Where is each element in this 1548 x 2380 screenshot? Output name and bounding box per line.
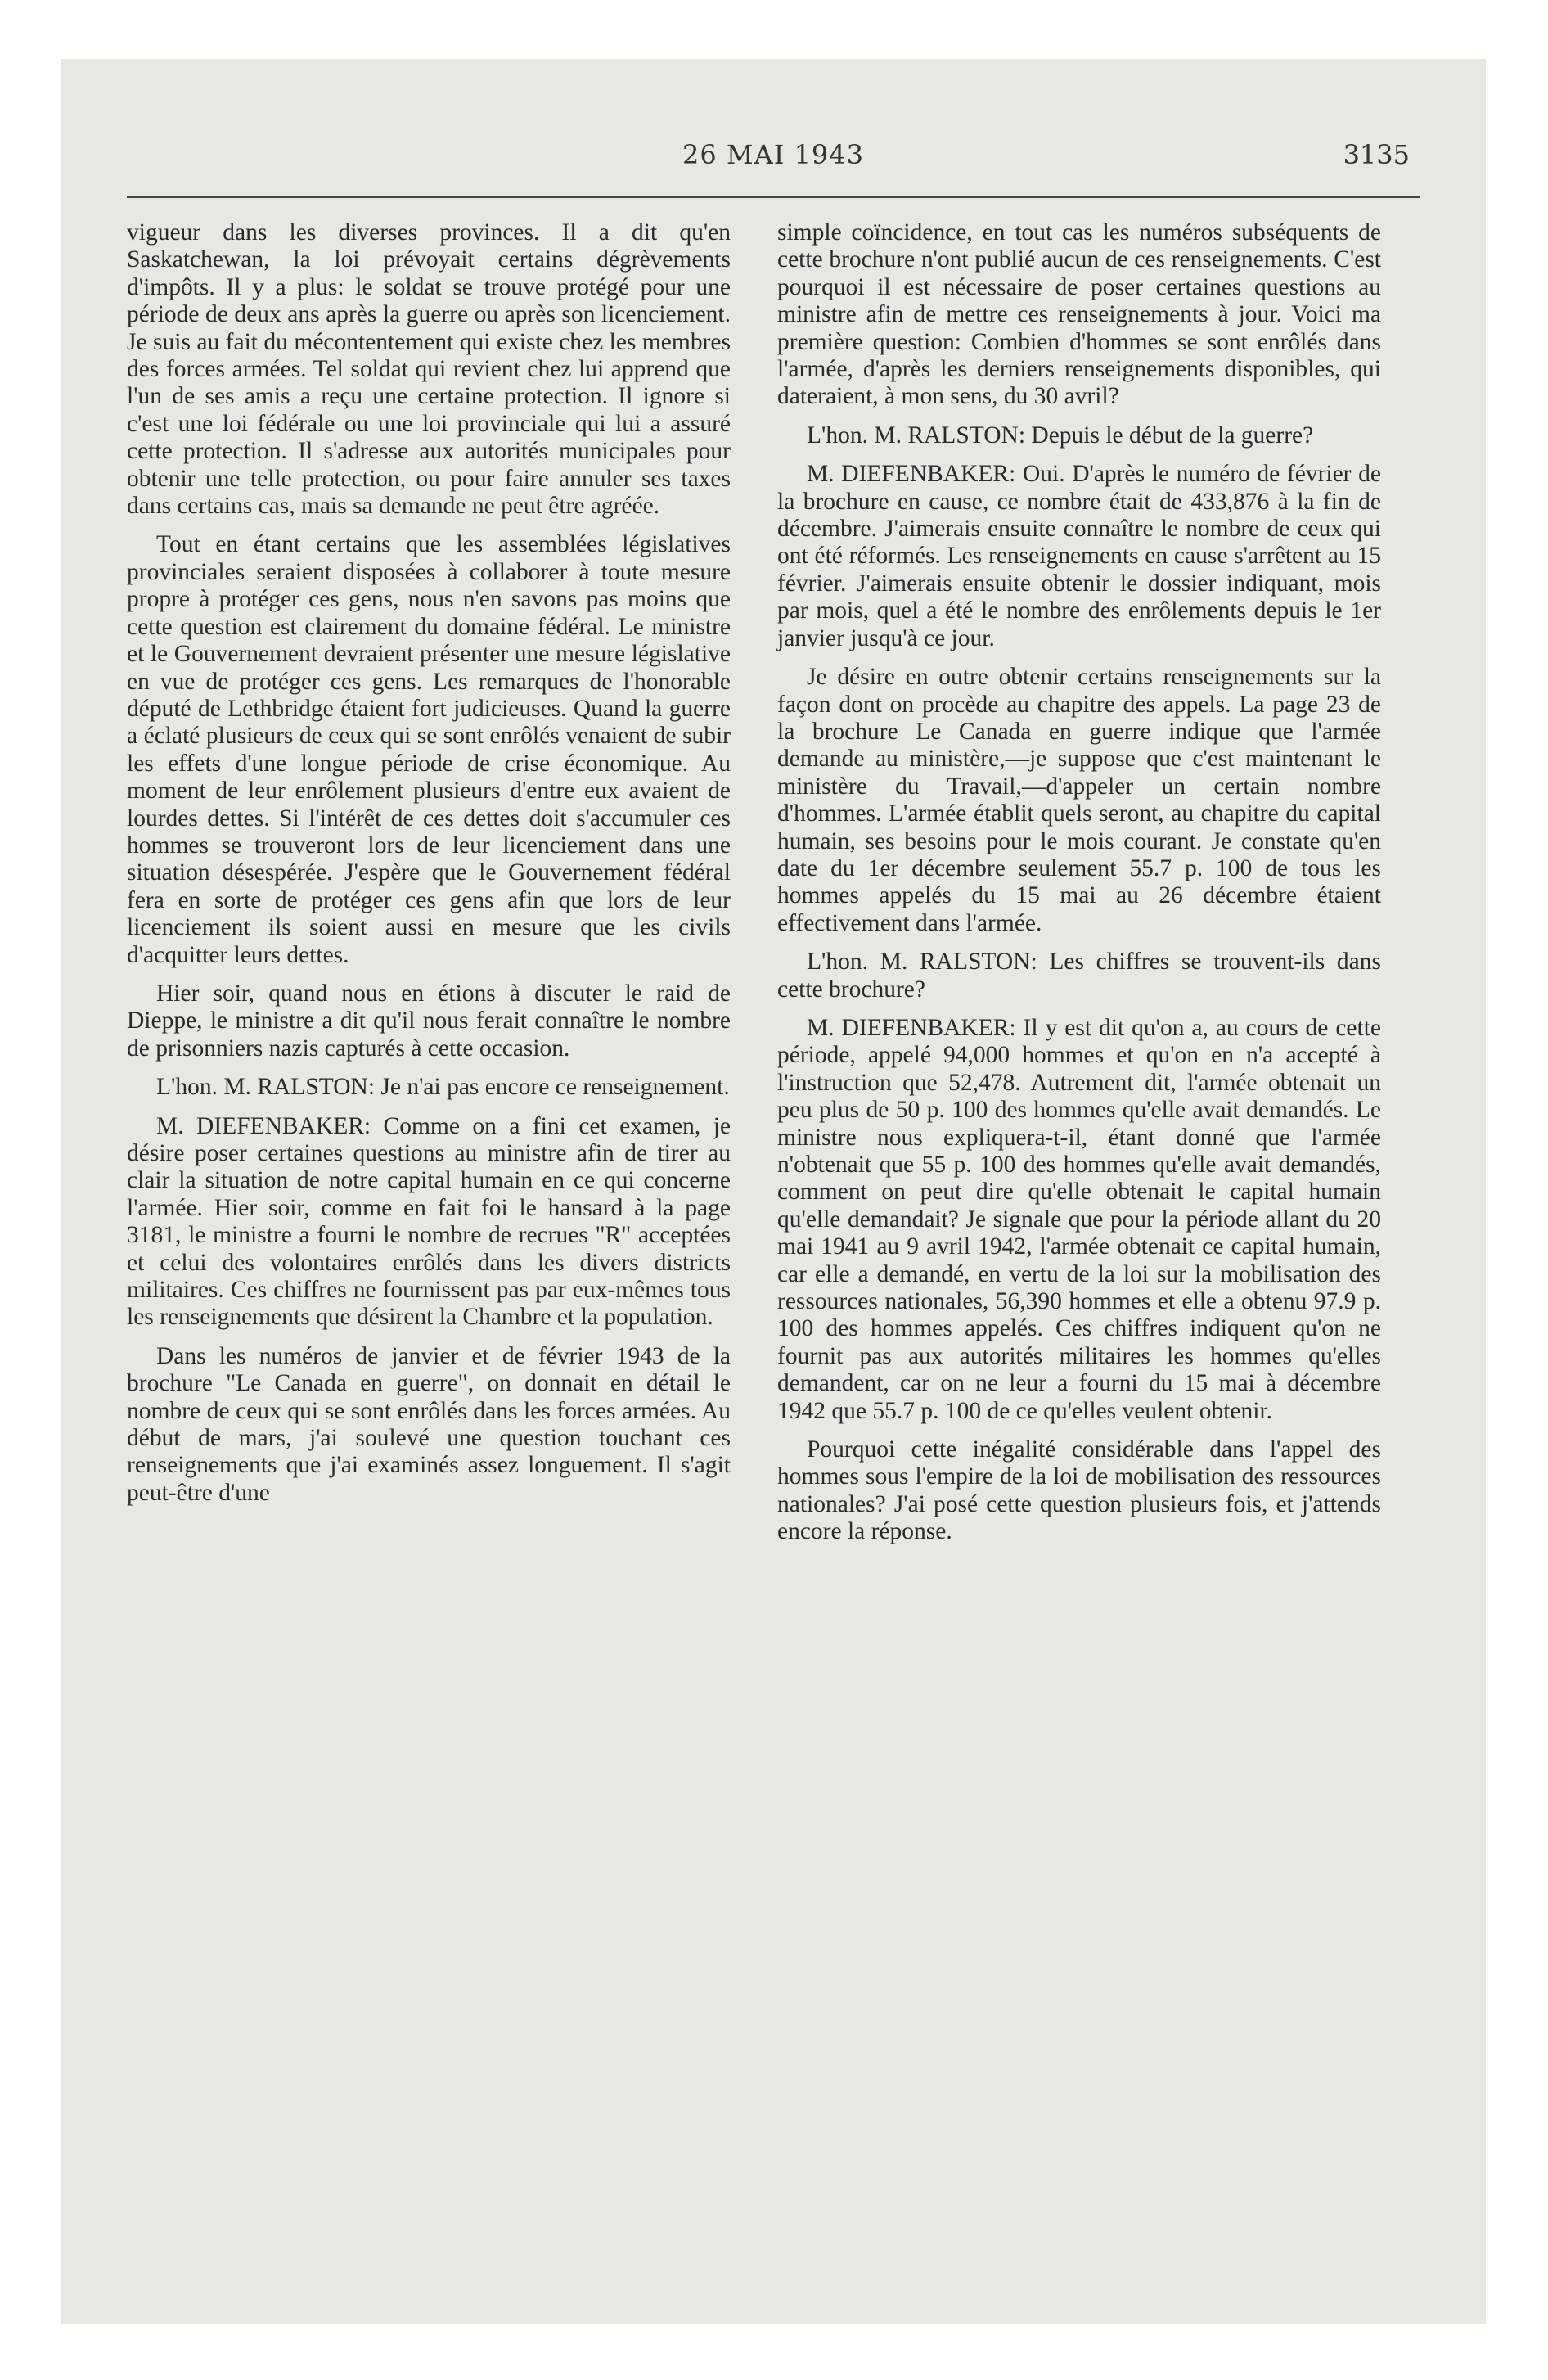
paragraph: L'hon. M. RALSTON: Les chiffres se trouvent-ils dans cette brochure? [777,949,1381,1003]
paragraph: vigueur dans les diverses provinces. Il a dit qu'en Saskatchewan, la loi prévoyait certains dégrèvements d'impôts. Il y a plus: le soldat se trouve protégé pour une période de deux ans après la guerre ou après son licenciement. Je suis au fait du mécontentement qui existe chez les membres des forces armées. Tel soldat qui revient chez lui apprend que l'un de ses amis a reçu une certaine protection. Il ignore si c'est une loi fédérale ou une loi provinciale qui lui a assuré cette protection. Il s'adresse aux autorités municipales pour obtenir une telle protection, ou pour faire annuler ses taxes dans certains cas, mais sa demande ne peut être agréée. [127,219,731,520]
paragraph: simple coïncidence, en tout cas les numéros subséquents de cette brochure n'ont publié aucun de ces renseignements. C'est pourquoi il est nécessaire de poser certaines questions au ministre afin de mettre ces renseignements à jour. Voici ma première question: Combien d'hommes se sont enrôlés dans l'armée, d'après les derniers renseignements disponibles, qui dateraient, à mon sens, du 30 avril? [777,219,1381,410]
paragraph: L'hon. M. RALSTON: Depuis le début de la guerre? [807,421,1314,449]
page-number: 3135 [1343,139,1410,170]
left-column [127,219,731,1518]
paragraph: M. DIEFENBAKER: Comme on a fini cet examen, je désire poser certaines questions au ministre afin de tirer au clair la situation de notre capital humain en ce qui concerne l'armée. Hier soir, comme en fait foi le hansard à la page 3181, le ministre a fourni le nombre de recrues "R" acceptées et celui des volontaires enrôlés dans les divers districts militaires. Ces chiffres ne fournissent pas par eux-mêmes tous les renseignements que désirent la Chambre et la population. [127,1112,731,1331]
paragraph: Dans les numéros de janvier et de février 1943 de la brochure "Le Canada en guerre", on donnait en détail le nombre de ceux qui se sont enrôlés dans les forces armées. Au début de mars, j'ai soulevé une question touchant ces renseignements que j'ai examinés assez longuement. Il s'agit peut-être d'une [127,1342,731,1506]
header-date: 26 MAI 1943 [682,139,864,170]
paragraph: Hier soir, quand nous en étions à discuter le raid de Dieppe, le ministre a dit qu'il nous ferait connaître le nombre de prisonniers nazis capturés à cette occasion. [127,980,731,1062]
paragraph: L'hon. M. RALSTON: Je n'ai pas encore ce renseignement. [156,1074,730,1101]
header-rule [127,196,1420,198]
paragraph: M. DIEFENBAKER: Oui. D'après le numéro de février de la brochure en cause, ce nombre était de 433,876 à la fin de décembre. J'aimerais ensuite connaître le nombre de ceux qui ont été réformés. Les renseignements en cause s'arrêtent au 15 février. J'aimerais ensuite obtenir le dossier indiquant, mois par mois, quel a été le nombre des enrôlements depuis le 1er janvier jusqu'à ce jour. [777,461,1381,651]
right-column [777,219,1381,1557]
paragraph: Je désire en outre obtenir certains renseignements sur la façon dont on procède au chapitre des appels. La page 23 de la brochure Le Canada en guerre indique que l'armée demande au ministère,—je suppose que c'est maintenant le ministère du Travail,—d'appeler un certain nombre d'hommes. L'armée établit quels seront, au chapitre du capital humain, ses besoins pour le mois courant. Je constate qu'en date du 1er décembre seulement 55.7 p. 100 de tous les hommes appelés du 15 mai au 26 décembre étaient effectivement dans l'armée. [777,664,1381,936]
page-header [127,139,1420,188]
paragraph: Tout en étant certains que les assemblées législatives provinciales seraient disposées à collaborer à toute mesure propre à protéger ces gens, nous n'en savons pas moins que cette question est clairement du domaine fédéral. Le ministre et le Gouvernement devraient présenter une mesure législative en vue de protéger ces gens. Les remarques de l'honorable député de Lethbridge étaient fort judicieuses. Quand la guerre a éclaté plusieurs de ceux qui se sont enrôlés venaient de subir les effets d'une longue période de crise économique. Au moment de leur enrôlement plusieurs d'entre eux avaient de lourdes dettes. Si l'intérêt de ces dettes doit s'accumuler ces hommes se trouveront lors de leur licenciement dans une situation désespérée. J'espère que le Gouvernement fédéral fera en sorte de protéger ces gens afin que lors de leur licenciement ils soient aussi en mesure que les civils d'acquitter leurs dettes. [127,531,731,968]
paragraph: Pourquoi cette inégalité considérable dans l'appel des hommes sous l'empire de la loi de mobilisation des ressources nationales? J'ai posé cette question plusieurs fois, et j'attends encore la réponse. [777,1436,1381,1545]
paragraph: M. DIEFENBAKER: Il y est dit qu'on a, au cours de cette période, appelé 94,000 hommes et qu'on en n'a accepté à l'instruction que 52,478. Autrement dit, l'armée obtenait un peu plus de 50 p. 100 des hommes qu'elle avait demandés. Le ministre nous expliquera-t-il, étant donné que l'armée n'obtenait que 55 p. 100 des hommes qu'elle avait demandés, comment on peut dire qu'elle obtenait le capital humain qu'elle demandait? Je signale que pour la période allant du 20 mai 1941 au 9 avril 1942, l'armée obtenait ce capital humain, car elle a demandé, en vertu de la loi sur la mobilisation des ressources nationales, 56,390 hommes et elle a obtenu 97.9 p. 100 des hommes appelés. Ces chiffres indiquent qu'on ne fournit pas aux autorités militaires les hommes qu'elles demandent, car on ne leur a fourni du 15 mai à décembre 1942 que 55.7 p. 100 de ce qu'elles veulent obtenir. [777,1014,1381,1424]
